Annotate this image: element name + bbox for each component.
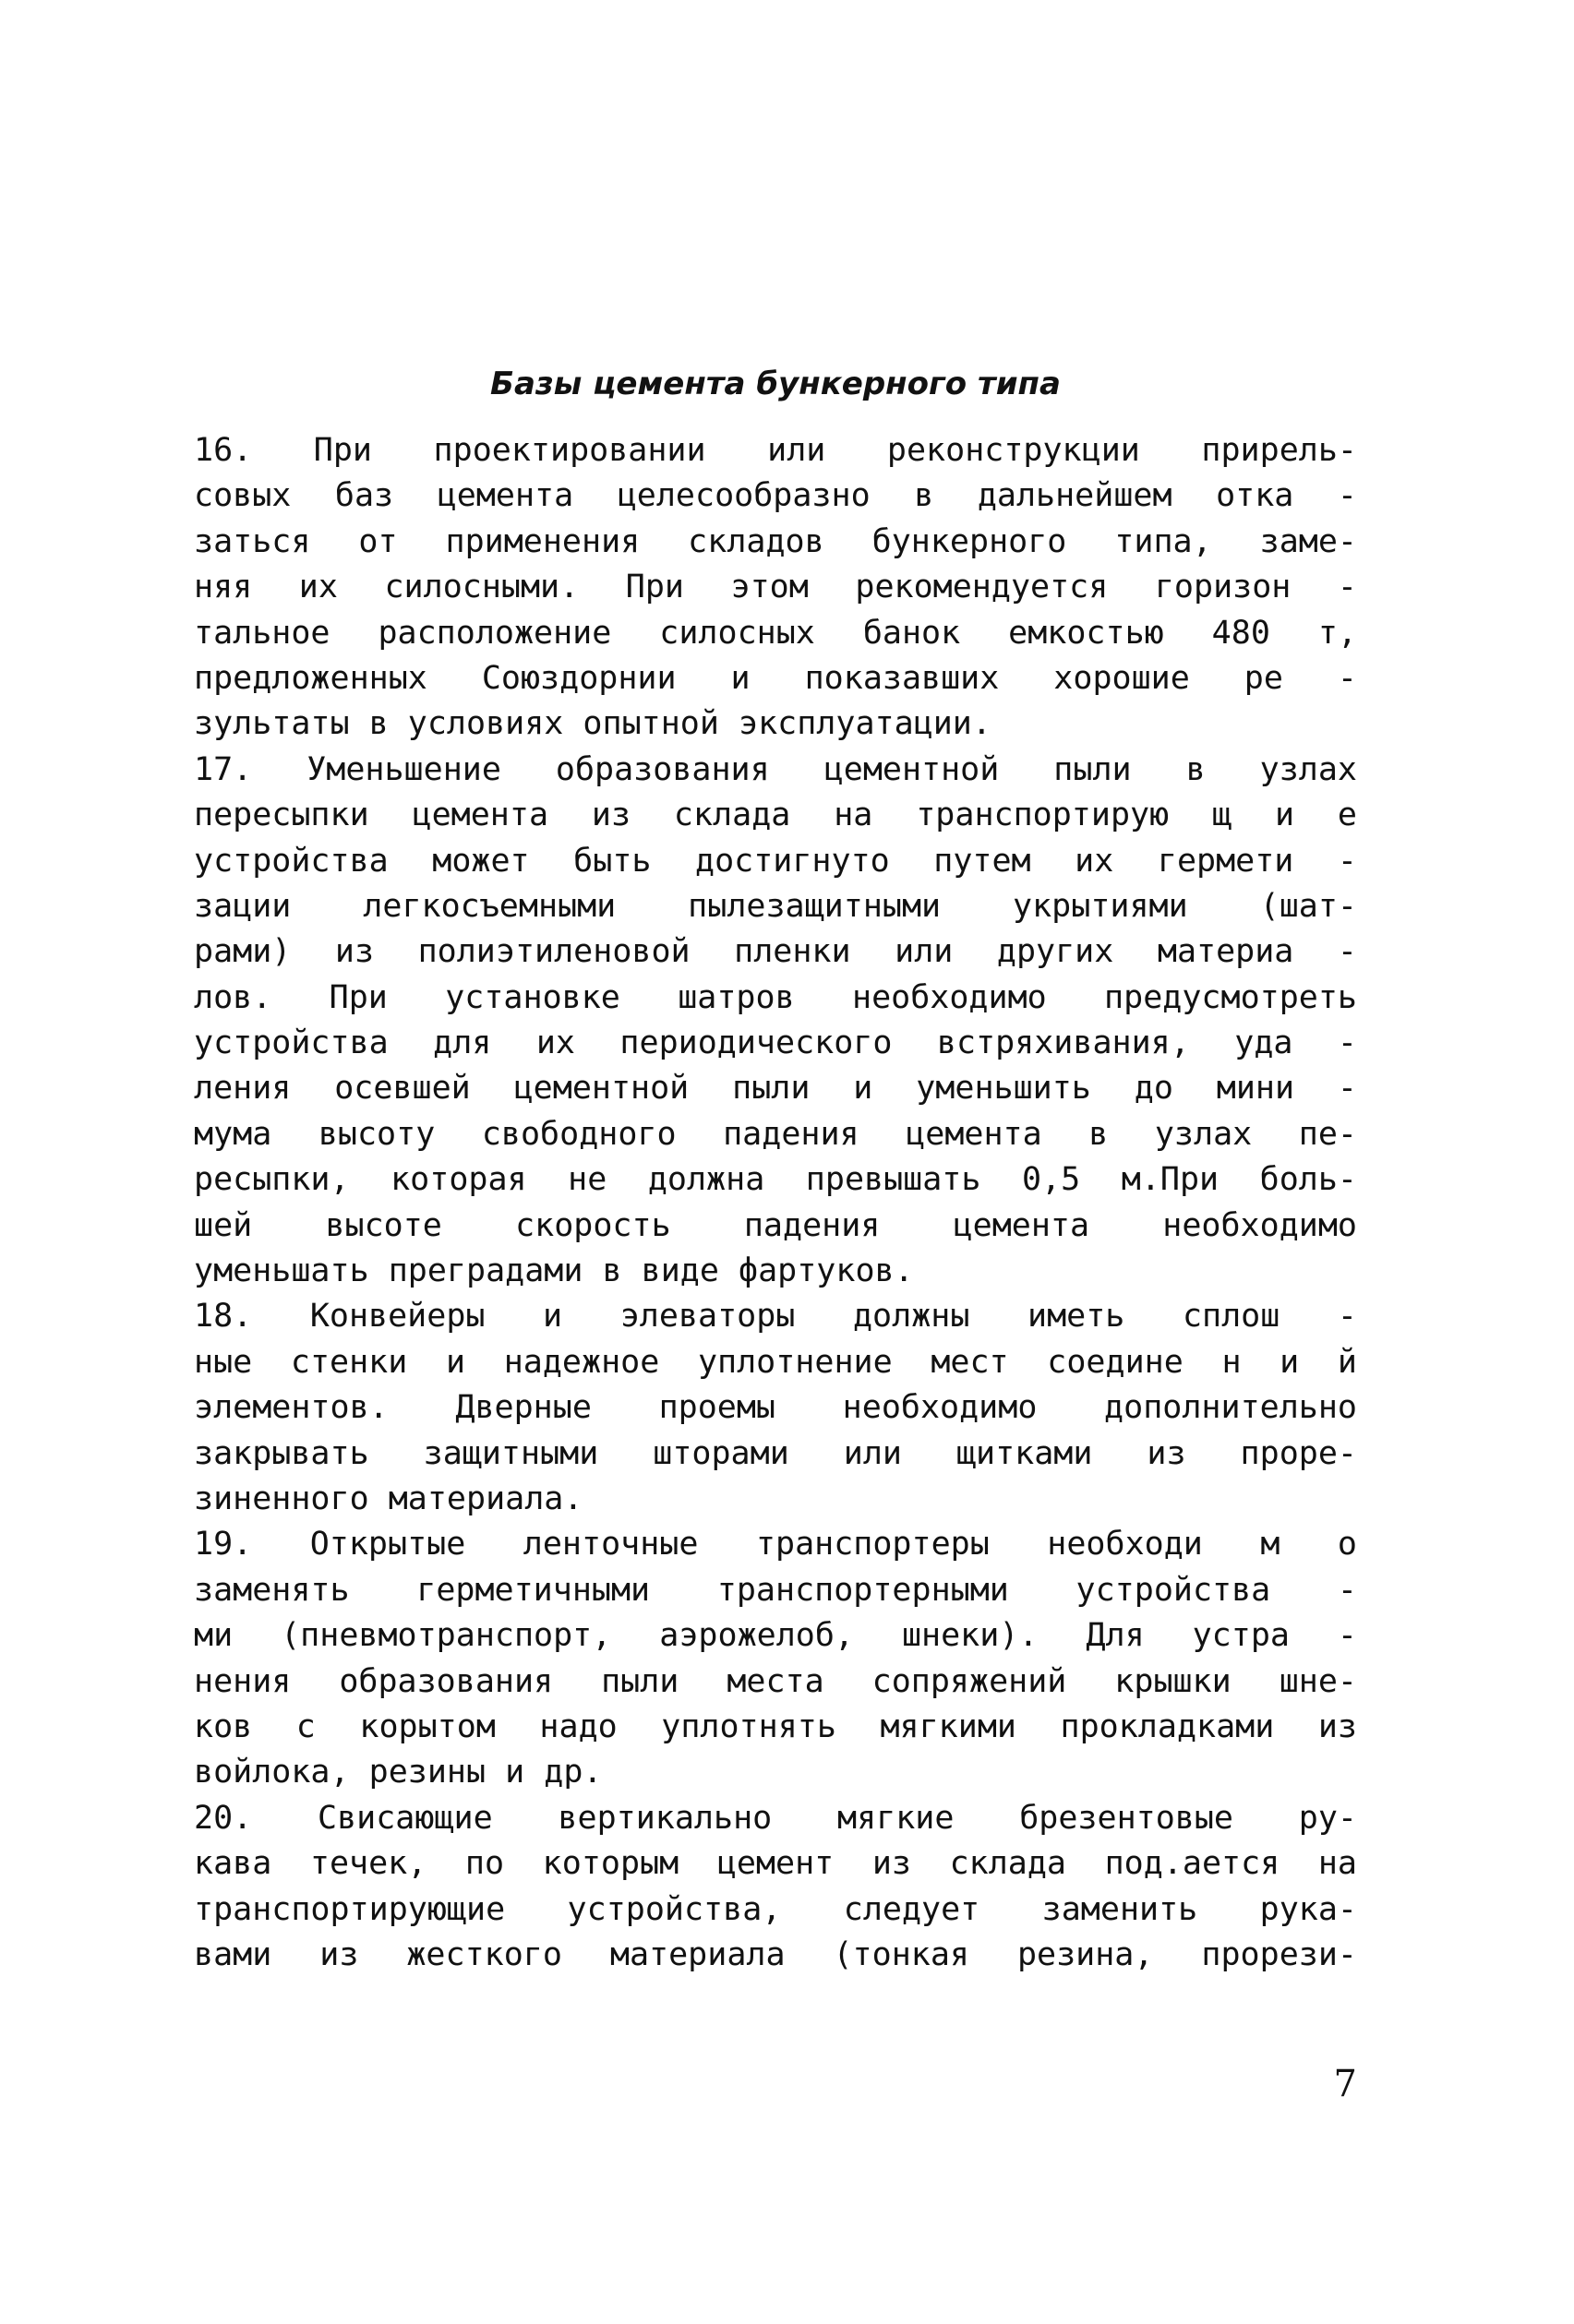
text-line: войлока, резины и др.	[194, 1754, 603, 1791]
text-line: зиненного материала.	[194, 1479, 583, 1517]
text-line: ресыпки, которая не должна превышать 0,5 м.При боль-	[194, 1161, 1357, 1199]
text-line: пересыпки цемента из склада на транспортирую щ и е	[194, 797, 1357, 834]
text-line: закрывать защитными шторами или щитками из проре-	[194, 1434, 1357, 1472]
text-line: ков с корытом надо уплотнять мягкими прокладками из	[194, 1707, 1357, 1745]
text-line: уменьшать преградами в виде фартуков.	[194, 1252, 914, 1290]
text-line: мума высоту свободного падения цемента в узлах пе-	[194, 1115, 1357, 1153]
text-line: 17. Уменьшение образования цементной пыли в узлах	[194, 750, 1357, 788]
text-line: кава течек, по которым цемент из склада под.ается на	[194, 1845, 1357, 1883]
text-line: транспортирующие устройства, следует заменить рука-	[194, 1890, 1357, 1928]
text-line: ления осевшей цементной пыли и уменьшить до мини -	[194, 1070, 1357, 1108]
text-line: 18. Конвейеры и элеваторы должны иметь сплош -	[194, 1298, 1357, 1336]
text-line: шей высоте скорость падения цемента необходимо	[194, 1206, 1357, 1244]
text-line: 16. При проектировании или реконструкции прирель-	[194, 432, 1357, 469]
text-line: няя их силосными. При этом рекомендуется горизон -	[194, 569, 1357, 606]
text-line: ные стенки и надежное уплотнение мест соедине н и й	[194, 1343, 1357, 1381]
text-line: 20. Свисающие вертикально мягкие брезентовые ру-	[194, 1799, 1357, 1837]
text-line: элементов. Дверные проемы необходимо дополнительно	[194, 1389, 1357, 1427]
text-line: вами из жесткого материала (тонкая резина, прорези-	[194, 1935, 1357, 1973]
section-heading: Базы цемента бункерного типа	[490, 365, 1061, 402]
text-line: рами) из полиэтиленовой пленки или других материа -	[194, 933, 1357, 971]
text-line: ми (пневмотранспорт, аэрожелоб, шнеки). Для устра -	[194, 1617, 1357, 1655]
text-line: заться от применения складов бункерного типа, заме-	[194, 522, 1357, 560]
text-line: устройства может быть достигнуто путем их гермети -	[194, 842, 1357, 880]
text-line: тальное расположение силосных банок емкостью 480 т,	[194, 614, 1357, 652]
text-line: совых баз цемента целесообразно в дальнейшем отка -	[194, 477, 1357, 515]
text-line: нения образования пыли места сопряжений крышки шне-	[194, 1662, 1357, 1700]
text-line: лов. При установке шатров необходимо предусмотреть	[194, 978, 1357, 1016]
text-line: 19. Открытые ленточные транспортеры необходи м о	[194, 1526, 1357, 1563]
text-line: зультаты в условиях опытной эксплуатации.	[194, 705, 991, 743]
text-line: устройства для их периодического встряхивания, уда -	[194, 1024, 1357, 1062]
page-number: 7	[1333, 2063, 1357, 2105]
body-text	[194, 428, 1357, 1978]
text-line: предложенных Союздорнии и показавших хорошие ре -	[194, 659, 1357, 697]
text-line: заменять герметичными транспортерными устройства -	[194, 1571, 1357, 1609]
text-line: зации легкосъемными пылезащитными укрытиями (шат-	[194, 887, 1357, 925]
